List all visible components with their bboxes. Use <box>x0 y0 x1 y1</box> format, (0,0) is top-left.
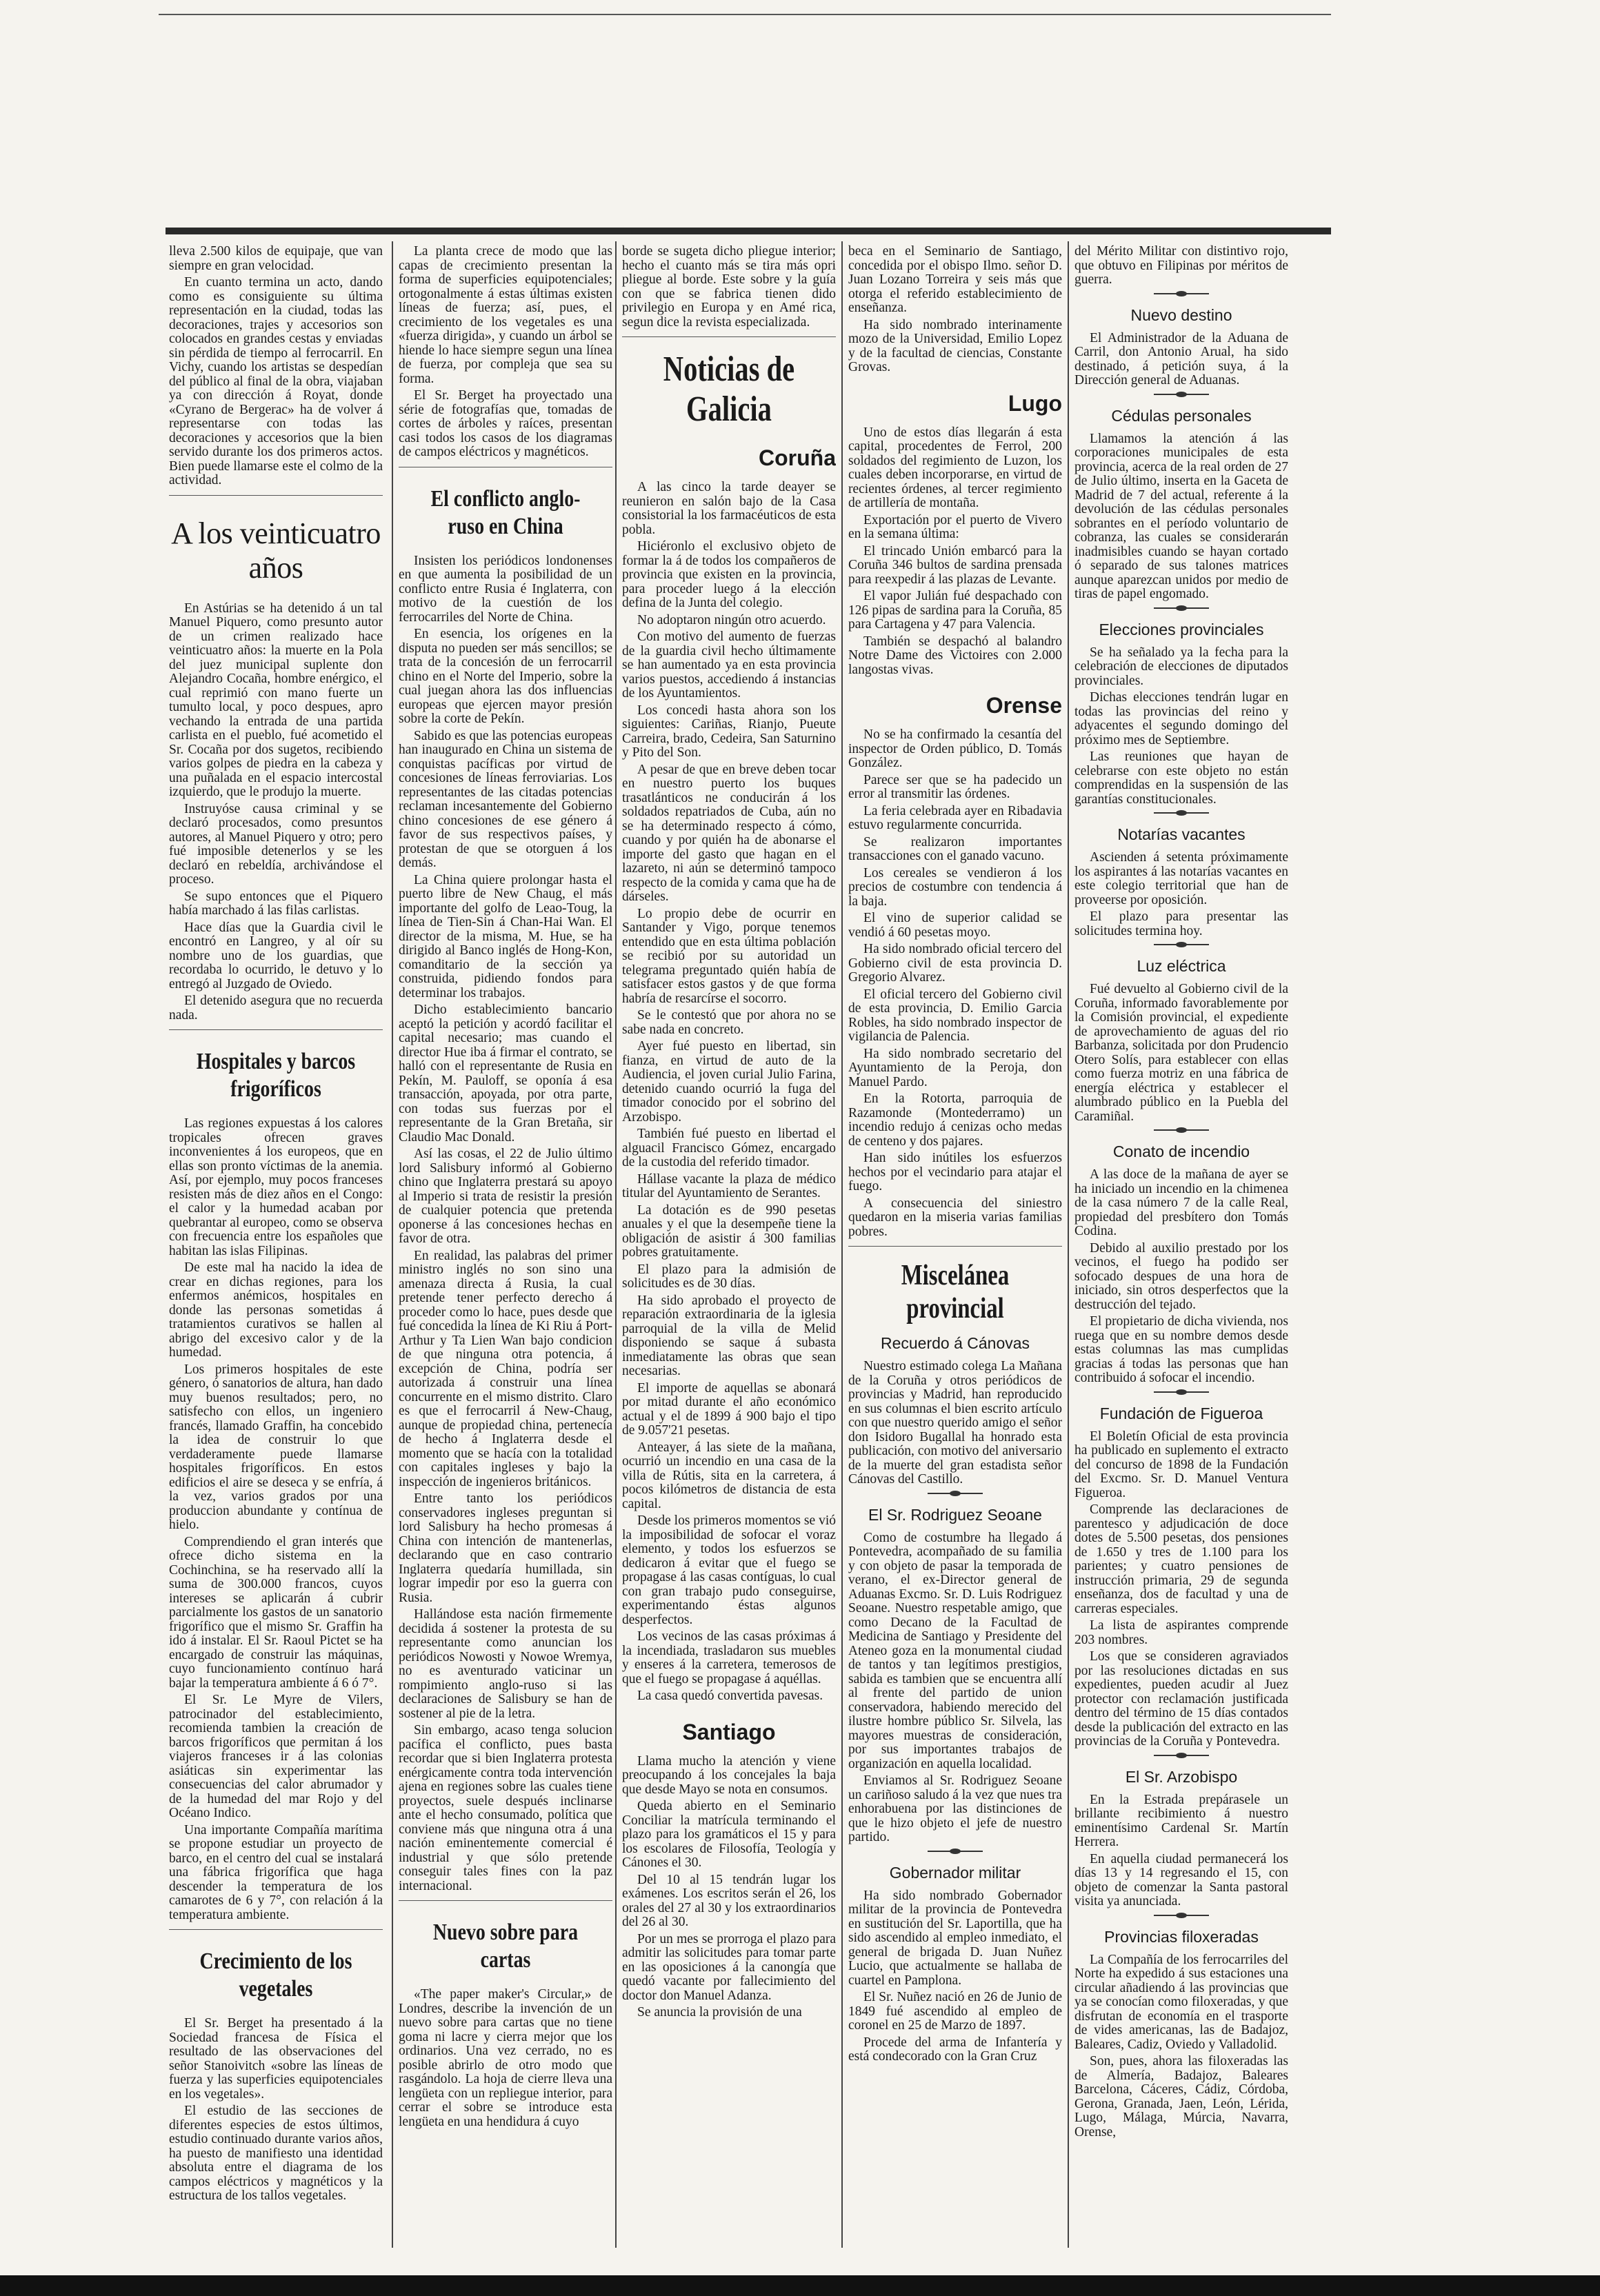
paragraph: La Compañía de los ferrocarriles del Norte ha expedido á sus estaciones una circular añadiendo á las provincias que ya se conocían como filoxeradas, y que disfrutan de economía en el trasporte de vides americanas, las de Badajoz, Baleares, Cadiz, Oviedo y Valladolid. <box>1074 1952 1288 2052</box>
paragraph: Uno de estos días llegarán á esta capital, procedentes de Ferrol, 200 soldados del regimiento de Luzon, los cuales deben incorporarse, en virtud de recientes órdenes, al tercer regimiento de artillería de montaña. <box>848 425 1062 510</box>
paragraph: También fué puesto en libertad el alguacil Francisco Gómez, encargado de la custodia del referido timador. <box>622 1127 836 1169</box>
paragraph: Hállase vacante la plaza de médico titular del Ayuntamiento de Serantes. <box>622 1171 836 1200</box>
paragraph: beca en el Seminario de Santiago, concedida por el obispo Ilmo. señor D. Juan Lozano Torreira y seis más que otorga el referido establecimiento de enseñanza. <box>848 245 1062 315</box>
paragraph: Comprendiendo el gran interés que ofrece dicho sistema en la Cochinchina, se ha reservado allí la suma de 300.000 francos, cuyos intereses se aplicarán á cubrir parcialmente los gastos de un sanatorio frigorífico que el mismo Sr. Graffin ha ido á instalar. El Sr. Raoul Pictet se ha encargado de construir las máquinas, cuyo funcionamiento contínuo hará bajar la temperatura ambiente á 6 ó 7°. <box>169 1534 383 1691</box>
paragraph: Han sido inútiles los esfuerzos hechos por el vecindario para atajar el fuego. <box>848 1151 1062 1194</box>
paragraph: El vino de superior calidad se vendió á 60 pesetas moyo. <box>848 911 1062 940</box>
subhead-luz-electrica: Luz eléctrica <box>1137 957 1226 975</box>
paragraph: Ha sido nombrado Gobernador militar de la provincia de Pontevedra en sustitución del Sr. Laportilla, que ha sido ascendido al empleo inmediato, el general de brigada D. Juan Nuñez Lucio, que actualmente se hallaba de cuartel en Pamplona. <box>848 1888 1062 1988</box>
paragraph: En la Estrada prepárasele un brillante recibimiento á nuestro eminentísimo Cardenal Sr. Martín Herrera. <box>1074 1792 1288 1849</box>
paragraph: No se ha confirmado la cesantía del inspector de Orden público, D. Tomás González. <box>848 727 1062 770</box>
paragraph: El propietario de dicha vivienda, nos ruega que en su nombre demos desde estas columnas las mas cumplidas gracias á todas las personas que han contribuido á sofocar el incendio. <box>1074 1314 1288 1385</box>
paragraph: El trincado Unión embarcó para la Coruña 346 bultos de sardina prensada para reexpedir á las plazas de Levante. <box>848 543 1062 587</box>
paragraph: La China quiere prolongar hasta el puerto libre de New Chaug, el más importante del golfo de Leao-Toug, la línea de Tien-Sin á Chan-Hai Wan. El director de la misma, M. Hue, se ha dirigido al Banco inglés de Hong-Kon, comanditario de la sección ya construida, pidiendo fondos para determinar los trabajos. <box>399 872 612 1000</box>
section-orense: Orense <box>986 693 1062 718</box>
separator-ornament <box>1074 1912 1288 1919</box>
headline-crecimiento: Crecimiento de los vegetales <box>199 1948 352 2002</box>
paragraph: El oficial tercero del Gobierno civil de esta provincia, D. Emilio Garcia Robles, ha sido nombrado inspector de vigilancia de Palencia. <box>848 987 1062 1044</box>
paragraph: El Sr. Nuñez nació en 26 de Junio de 1849 fué ascendido al empleo de coronel en 25 de Marzo de 1897. <box>848 1990 1062 2033</box>
paragraph: La feria celebrada ayer en Ribadavia estuvo regularmente concurrida. <box>848 803 1062 832</box>
paragraph: Dicho establecimiento bancario aceptó la petición y acordó facilitar el capital necesario; mas cuando el director Hue iba á firmar el contrato, se halló con el representante de Rusia en Pekín, M. Pauloff, se oponía á esa transacción, apoyada, por otra parte, con todas sus fuerzas por el representante de la Gran Bretaña, sir Claudio Mac Donald. <box>399 1003 612 1145</box>
paragraph: Llama mucho la atención y viene preocupando á los concejales la baja que desde Mayo se nota en consumos. <box>622 1753 836 1797</box>
paragraph: No adoptaron ningún otro acuerdo. <box>637 612 826 627</box>
paragraph: El Boletín Oficial de esta provincia ha publicado en suplemento el extracto del concurso de 1898 de la Fundación del Excmo. Sr. D. Manuel Ventura Figueroa. <box>1074 1429 1288 1500</box>
headline-veinticuatro-anos: A los veinticuatro años <box>171 516 381 585</box>
paragraph: De este mal ha nacido la idea de crear en dichas regiones, para los enfermos anémicos, hospitales en donde las personas sometidas á tratamientos curativos se hallen al abrigo del excesivo calor y de la humedad. <box>169 1260 383 1360</box>
paragraph: borde se sugeta dicho pliegue interior; hecho el cuanto más se tira más opri pliegue al borde. Este sobre y la guía con que se fabrica tienen dido privilegio en Europa y en Amé rica, segun dice la revista especializada. <box>622 245 836 330</box>
column-rule <box>1068 241 1069 2248</box>
paragraph: Lo propio debe de ocurrir en Santander y Vigo, porque tenemos entendido que en esta última población se recibió por su autoridad un telegrama preguntado quién había de satisfacer estos gastos y de que forma habría de resarcírse el socorro. <box>622 906 836 1006</box>
paragraph: Hace días que la Guardia civil le encontró en Langreo, y al oír su nombre uno de los guardias, que recordaba lo ocurrido, le detuvo y lo entregó al Juzgado de Oviedo. <box>169 920 383 991</box>
paragraph: El Sr. Berget ha proyectado una série de fotografías que, tomadas de cortes de árboles y raíces, presentan casi todos los casos de los diagramas de campos eléctricos y magnéticos. <box>399 388 612 459</box>
section-santiago: Santiago <box>682 1719 776 1744</box>
paragraph: A consecuencia del siniestro quedaron en la miseria varias familias pobres. <box>848 1196 1062 1239</box>
paragraph: Exportación por el puerto de Vivero en la semana última: <box>848 512 1062 541</box>
paragraph: Como de costumbre ha llegado á Pontevedra, acompañado de su familia y con objeto de pasar la temporada de verano, el ex-Director general de Aduanas Excmo. Sr. D. Luis Rodriguez Seoane. Nuestro respetable amigo, que como Decano de la Facultad de Medicina de Santiago y Presidente del Ateneo goza en la monumental ciudad de tantos y tan legítimos prestigios, sabida es tambien que se encuentra allí al frente del partido de union conservadora, habiendo merecido del ilustre hombre público Sr. Silvela, las mayores muestras de consideración, por sus importantes trabajos de organización en aquella localidad. <box>848 1530 1062 1771</box>
paragraph: Del 10 al 15 tendrán lugar los exámenes. Los escritos serán el 26, los orales del 27 al 30 y los extraordinarios del 26 al 30. <box>622 1872 836 1929</box>
paragraph: Ha sido aprobado el proyecto de reparación extraordinaria de la iglesia parroquial de la villa de Melid disponiendo se saque á subasta inmediatamente las obras que sean necesarias. <box>622 1293 836 1378</box>
separator-ornament <box>1074 1127 1288 1134</box>
paragraph: Los concedi hasta ahora son los siguientes: Cariñas, Rianjo, Pueute Carreira, brado, Cedeira, San Saturnino y Pito del Son. <box>622 703 836 760</box>
paragraph: Entre tanto los periódicos conservadores ingleses preguntan si lord Salisbury ha hecho promesas á China con intención de mantenerlas, declarando que en caso contrario Inglaterra quedaría humillada, sin lograr impedir por eso la guerra con Rusia. <box>399 1491 612 1605</box>
paragraph: Procede del arma de Infantería y está condecorado con la Gran Cruz <box>848 2035 1062 2064</box>
paragraph: En aquella ciudad permanecerá los días 13 y 14 regresando el 15, con objeto de comenzar la Santa pastoral visita ya anunciada. <box>1074 1851 1288 1909</box>
subhead-cedulas: Cédulas personales <box>1111 406 1252 425</box>
paragraph: Con motivo del aumento de fuerzas de la guardia civil hecho últimamente se han aumentado ya en esta provincia varios puestos, accediendo á instancias de los Ayuntamientos. <box>622 630 836 701</box>
paragraph: Se ha señalado ya la fecha para la celebración de elecciones de diputados provinciales. <box>1074 645 1288 688</box>
paragraph: Anteayer, á las siete de la mañana, ocurrió un incendio en una casa de la villa de Rútis, sita en la carretera, á pocos kilómetros de distancia de esta capital. <box>622 1440 836 1511</box>
divider <box>399 1900 612 1901</box>
paragraph: Enviamos al Sr. Rodriguez Seoane un cariñoso saludo á la vez que nues tra enhorabuena por las distinciones de que le hizo objeto el jefe de nuestro partido. <box>848 1773 1062 1844</box>
paragraph: «The paper maker's Circular,» de Londres, describe la invención de un nuevo sobre para cartas que no tiene goma ni lacre y cierra mejor que los ordinarios. Una vez cerrado, no es posible abrirlo de otro modo que rasgándolo. La hoja de cierre lleva una lengüeta con un repliegue interior, para cerrar el sobre se introduce esta lengüeta en una hendidura á cuyo <box>399 1987 612 2129</box>
separator-ornament <box>1074 391 1288 398</box>
paragraph: Sin embargo, acaso tenga solucion pacífica el conflicto, pues basta recordar que si bien Inglaterra protesta enérgicamente contra toda intervención ajena en regiones sobre las cuales tiene proyectos, suele después inclinarse ante el hecho consumado, política que conviene más que ninguna otra á una nación eminentemente comercial é industrial y que sólo pretende conseguir tales fines con la paz internacional. <box>399 1723 612 1893</box>
paragraph: En cuanto termina un acto, dando como es consiguiente su última representación en la ciudad, todas las decoraciones, trajes y accesorios son colocados en grandes cestas y enviadas sin pérdida de tiempo al ferrocarril. En Vichy, cuando los artistas se despedían del público al final de la obra, viajaban ya con dirección á Royat, donde «Cyrano de Bergerac» ha de volver á representarse con todas las decoraciones y accesorios que la bien servido durante los dos primeros actos. Bien puede llamarse este el colmo de la actividad. <box>169 275 383 487</box>
paragraph: Los que se consideren agraviados por las resoluciones dictadas en sus expedientes, pueden acudir al Juez protector con reclamación justificada dentro del término de 15 días contados desde la publicación del extracto en las provincias de la Coruña y Pontevedra. <box>1074 1649 1288 1749</box>
section-coruna: Coruña <box>759 445 836 470</box>
subhead-gobernador-militar: Gobernador militar <box>889 1863 1021 1882</box>
paragraph: Llamamos la atención á las corporaciones municipales de esta provincia, acerca de la real orden de 27 de Julio último, inserta en la Gaceta de Madrid de 7 del actual, referente á la devolución de las cédulas personales sobrantes en el período voluntario de cobranza, las cuales se considerarán inadmisibles cuando se hayan cortado ó separado de sus talones matrices aunque aparezcan unidos por medio de tiras de papel engomado. <box>1074 431 1288 601</box>
paragraph: Una importante Compañía marítima se propone estudiar un proyecto de barco, en el centro del cual se instalará una fábrica frigorífica que haga descender la temperatura de los camarotes de 6 y 7°, con relación á la temperatura ambiente. <box>169 1822 383 1922</box>
section-masthead-galicia: Noticias de Galicia <box>663 350 795 429</box>
paragraph: En la Rotorta, parroquia de Razamonde (Montederramo) un incendio redujo á cenizas ocho medas de centeno y dos pajares. <box>848 1091 1062 1149</box>
subhead-filoxeradas: Provincias filoxeradas <box>1104 1927 1259 1946</box>
separator-ornament <box>848 1490 1062 1497</box>
separator-ornament <box>1074 605 1288 612</box>
column-5 <box>1074 245 1288 2142</box>
bottom-black-band <box>0 2275 1600 2296</box>
top-rule-thick <box>166 228 1331 234</box>
subhead-elecciones: Elecciones provinciales <box>1099 620 1264 638</box>
column-2 <box>399 245 612 2132</box>
headline-sobre-cartas: Nuevo sobre para cartas <box>432 1920 579 1973</box>
paragraph: Los vecinos de las casas próximas á la incendiada, trasladaron sus muebles y enseres á la carretera, temerosos de que el fuego se propagase á aquéllas. <box>622 1629 836 1686</box>
column-1 <box>169 245 383 2206</box>
paragraph: Ha sido nombrado interinamente mozo de la Universidad, Emilio Lopez y de la facultad de ciencias, Constante Grovas. <box>848 317 1062 374</box>
column-3 <box>622 245 836 2023</box>
paragraph: Dichas elecciones tendrán lugar en todas las provincias del reino y adyacentes el segundo domingo del próximo mes de Septiembre. <box>1074 690 1288 747</box>
headline-conflicto: El conflicto anglo-ruso en China <box>430 485 581 539</box>
column-rule <box>841 241 843 2248</box>
paragraph: Fué devuelto al Gobierno civil de la Coruña, informado favorablemente por la Comisión provincial, el expediente de aprovechamiento de aguas del rio Barbanza, solicitada por don Prudencio Otero Solís, para establecer con ellas como fuerza motriz en una fábrica de energía eléctrica y establecer el alumbrado público en la Puebla del Caramiñal. <box>1074 982 1288 1124</box>
paragraph: Parece ser que se ha padecido un error al transmitir las órdenes. <box>848 772 1062 801</box>
paragraph: Instruyóse causa criminal y se declaró procesados, como presuntos autores, al Manuel Piquero y otro; pero fué imposible detenerlos y se les declaró en rebeldía, archivándose el proceso. <box>169 801 383 887</box>
subhead-fundacion-figueroa: Fundación de Figueroa <box>1099 1404 1263 1422</box>
headline-hospitales: Hospitales y barcos frigoríficos <box>196 1049 356 1102</box>
paragraph: El plazo para la admisión de solicitudes es de 30 días. <box>622 1262 836 1291</box>
column-rule <box>392 241 393 2248</box>
subhead-rodriguez-seoane: El Sr. Rodriguez Seoane <box>868 1505 1042 1524</box>
paragraph: Queda abierto en el Seminario Conciliar la matrícula terminando el plazo para los gramáticos el 15 y para los escolares de Filosofía, Teología y Cánones el 30. <box>622 1799 836 1870</box>
paragraph: Hallándose esta nación firmemente decidida á sostener la protesta de su representante como anuncian los periódicos Nowosti y Nowoe Wremya, no es aventurado vaticinar un rompimiento anglo-ruso si las declaraciones de Salisbury se han de sostener al pie de la letra. <box>399 1607 612 1721</box>
divider <box>169 1929 383 1930</box>
paragraph: lleva 2.500 kilos de equipaje, que van siempre en gran velocidad. <box>169 245 383 273</box>
paragraph: La planta crece de modo que las capas de crecimiento presentan la forma de superficies equipotenciales; ortogonalmente á estas últimas existen líneas de fuerza; así, pues, el crecimiento de los vegetales es una «fuerza dirigida», y cuando un árbol se hiende lo hace siempre segun una línea de fuerza, por compleja que sea su forma. <box>399 245 612 386</box>
paragraph: Se le contestó que por ahora no se sabe nada en concreto. <box>622 1008 836 1037</box>
paragraph: En esencia, los orígenes en la disputa no pueden ser más sencillos; se trata de la concesión de un ferrocarril chino en el Norte del Imperio, sobre la cual juegan ahora las dos influencias europeas que ejercen mayor presión sobre la corte de Pekín. <box>399 627 612 726</box>
paragraph: Las regiones expuestas á los calores tropicales ofrecen graves inconvenientes á los europeos, que en ellas son pronto víctimas de la anemia. Así, por ejemplo, muy pocos franceses resisten más de diez años en el Congo: el calor y la humedad acaban por quebrantar al europeo, como se observa con frecuencia entre los españoles que habitan las islas Filipinas. <box>169 1116 383 1258</box>
paragraph: Por un mes se prorroga el plazo para admitir las solicitudes para tomar parte en las oposiciones á la canongía que quedó vacante por fallecimiento del doctor don Manuel Adanza. <box>622 1931 836 2003</box>
paragraph: El Sr. Berget ha presentado á la Sociedad francesa de Física el resultado de las observaciones del señor Stanoivitch «sobre las líneas de fuerza y las superficies equipotenciales en los vegetales». <box>169 2016 383 2102</box>
paragraph: El detenido asegura que no recuerda nada. <box>169 994 383 1023</box>
separator-ornament <box>1074 1752 1288 1759</box>
paragraph: El importe de aquellas se abonará por mitad durante el año económico actual y el de 1899 á 900 bajo el tipo de 9.057'21 pesetas. <box>622 1380 836 1438</box>
paragraph: La dotación es de 990 pesetas anuales y el que la desempeñe tiene la obligación de asistir á 300 familias pobres gratuitamente. <box>622 1202 836 1260</box>
column-rule <box>615 241 617 2248</box>
paragraph: También se despachó al balandro Notre Dame des Victoires con 2.000 langostas vivas. <box>848 634 1062 677</box>
paragraph: Los primeros hospitales de este género, ó sanatorios de altura, han dado muy buenos resultados; pero, no satisfecho con ellos, un ingeniero francés, llamado Graffin, ha concebido la idea de construir lo que verdaderamente puede llamarse hospitales frigoríficos. En estos edificios el aire se deseca y se enfría, á la vez, varios grados por una produccion abundante y contínua de hielo. <box>169 1362 383 1532</box>
column-4 <box>848 245 1062 2067</box>
paragraph: El vapor Julián fué despachado con 126 pipas de sardina para la Coruña, 85 para Cartagena y 47 para Valencia. <box>848 589 1062 632</box>
paragraph: El Sr. Le Myre de Vilers, patrocinador del establecimiento, recomienda tambien la creación de barcos frigoríficos que permitan á los viajeros franceses ir á las colonias asiáticas sin experimentar las consecuencias del calor abrumador y de la humedad del mar Rojo y del Océano Indico. <box>169 1693 383 1820</box>
paragraph: Hiciéronlo el exclusivo objeto de formar la á de todos los compañeros de provincia que existen en la provincia, para proceder luego á la elección defina de la Junta del colegio. <box>622 539 836 610</box>
paragraph: Son, pues, ahora las filoxeradas las de Almería, Badajoz, Baleares Barcelona, Cáceres, Cádiz, Córdoba, Gerona, Granada, Jaen, León, Lérida, Lugo, Málaga, Múrcia, Navarra, Orense, <box>1074 2054 1288 2139</box>
separator-ornament <box>1074 809 1288 816</box>
section-lugo: Lugo <box>1008 390 1062 416</box>
separator-ornament <box>1074 1389 1288 1396</box>
paragraph: Comprende las declaraciones de parentesco y adjudicación de doce dotes de 5.500 pesetas, dos pensiones de 1.650 y tres de 1.100 para los parientes; y cuatro pensiones de instrucción primaria, 29 de segunda enseñanza, dos de facultad y una de carreras especiales. <box>1074 1502 1288 1616</box>
paragraph: A las cinco la tarde deayer se reunieron en salón bajo de la Casa consistorial la los farmacéuticos de esta pobla. <box>622 480 836 537</box>
paragraph: A pesar de que en breve deben tocar en nuestro puerto los buques trasatlánticos ne conducirán á los soldados repatriados de Cuba, aún no se ha determinado respecto á cómo, cuando y por quién ha de abonarse el importe del gasto que hagan en el lazareto, ni aún se determinó tampoco respecto de la comida y cama que ha de dárseles. <box>622 762 836 904</box>
divider <box>848 1246 1062 1247</box>
paragraph: Insisten los periódicos londonenses en que aumenta la posibilidad de un conflicto entre Rusia é Inglaterra, con motivo de la cuestión de los ferrocarriles del Norte de China. <box>399 553 612 625</box>
paragraph: Debido al auxilio prestado por los vecinos, el fuego ha podido ser sofocado despues de una hora de iniciado, sin otros desperfectos que la destrucción del tejado. <box>1074 1240 1288 1312</box>
paragraph: En realidad, las palabras del primer ministro inglés no son sino una amenaza directa á Rusia, la cual pretende tener perfecto derecho á proceder como lo hace, pues desde que fué concedida la línea de Ki Riu á Port-Arthur y Ta Lien Wan bajo condicion de que ninguna otra potencia, á excepción de China, podría ser autorizada á construir una línea concurrente en el mismo distrito. Claro es que el ferrocarril á New-Chaug, aunque de propiedad china, pertenecía de hecho á Inglaterra desde el momento que se hacía con la totalidad con capitales ingleses y bajo la inspección de ingenieros británicos. <box>399 1248 612 1489</box>
top-rule-thin <box>159 14 1331 15</box>
paragraph: Desde los primeros momentos se vió la imposibilidad de sofocar el voraz elemento, y todos los esfuerzos se dedicaron á evitar que el fuego se propagase á las casas contíguas, lo cual con gran trabajo pudo conseguirse, experimentando éstas algunos desperfectos. <box>622 1513 836 1627</box>
separator-ornament <box>1074 941 1288 948</box>
subhead-notarias: Notarías vacantes <box>1117 825 1246 843</box>
paragraph: Así las cosas, el 22 de Julio último lord Salisbury informó al Gobierno chino que Inglaterra prestará su apoyo al Imperio si trata de resistir la presión de cualquier potencia que pretenda oponerse á las concesiones hechas en favor de otra. <box>399 1147 612 1246</box>
paragraph: del Mérito Militar con distintivo rojo, que obtuvo en Filipinas por méritos de guerra. <box>1074 245 1288 287</box>
divider <box>622 336 836 337</box>
separator-ornament <box>1074 290 1288 297</box>
paragraph: El plazo para presentar las solicitudes termina hoy. <box>1074 909 1288 938</box>
paragraph: La casa quedó convertida pavesas. <box>637 1689 823 1703</box>
paragraph: El Administrador de la Aduana de Carril, don Antonio Arual, ha sido destinado, á petición suya, á la Dirección general de Aduanas. <box>1074 330 1288 387</box>
headline-miscelanea: Miscelánea provincial <box>901 1260 1010 1325</box>
paragraph: El estudio de las secciones de diferentes especies de estos últimos, estudio continuado durante varios años, ha puesto de manifiesto una identidad absoluta entre el diagrama de los campos eléctricos y magnéticos y la estructura de los tallos vegetales. <box>169 2104 383 2203</box>
paragraph: Se anuncia la provisión de una <box>637 2005 802 2020</box>
subhead-nuevo-destino: Nuevo destino <box>1130 305 1232 324</box>
paragraph: En Astúrias se ha detenido á un tal Manuel Piquero, como presunto autor de un crimen realizado hace veinticuatro años: la muerte en la Pola del juez municipal suplente don Alejandro Cocaña, hombre enérgico, el cual reprimió con mano fuerte un tumulto local, y poco despues, apro vechando la entrada de una partida carlista en el pueblo, fué acometido el Sr. Cocaña por dos sugetos, recibiendo varios golpes de piedra en la cabeza y una puñalada en el espacio intercostal izquierdo, que le produjo la muerte. <box>169 601 383 799</box>
paragraph: Sabido es que las potencias europeas han inaugurado en China un sistema de conquistas pacíficas por virtud de concesiones de líneas ferroviarias. Los representantes de las citadas potencias reclaman incesantemente del Gobierno chino concesiones de ese género á favor de sus respectivos países, y protestan de que se otorguen á los demás. <box>399 728 612 870</box>
paragraph: Los cereales se vendieron á los precios de costumbre con tendencia á la baja. <box>848 865 1062 909</box>
paragraph: Nuestro estimado colega La Mañana de la Coruña y otros periódicos de provincias y Madrid, han reproducido en sus columnas el bien escrito artículo con que nuestro querido amigo el señor don Isidoro Bugallal ha honrado esta publicación, con motivo del aniversario de la muerte del gran estadista señor Cánovas del Castillo. <box>848 1359 1062 1487</box>
paragraph: La lista de aspirantes comprende 203 nombres. <box>1074 1618 1288 1647</box>
paragraph: Ayer fué puesto en libertad, sin fianza, en virtud de auto de la Audiencia, el joven curial Julio Farina, detenido cuando ocurrió la fuga del timador conocido por el sobrino del Arzobispo. <box>622 1039 836 1125</box>
paragraph: Ascienden á setenta próximamente los aspirantes á las notarías vacantes en este colegio territorial que han de proveerse por oposición. <box>1074 850 1288 907</box>
paragraph: Ha sido nombrado secretario del Ayuntamiento de la Peroja, don Manuel Pardo. <box>848 1046 1062 1089</box>
paragraph: Las reuniones que hayan de celebrarse con este objeto no están comprendidas en la suspensión de las garantías constitucionales. <box>1074 749 1288 807</box>
divider <box>169 1029 383 1030</box>
paragraph: Se supo entonces que el Piquero había marchado á las filas carlistas. <box>169 889 383 918</box>
paragraph: Se realizaron importantes transacciones con el ganado vacuno. <box>848 834 1062 863</box>
divider <box>169 495 383 496</box>
subhead-recuerdo-canovas: Recuerdo á Cánovas <box>880 1334 1030 1352</box>
subhead-conato-incendio: Conato de incendio <box>1112 1142 1250 1160</box>
subhead-arzobispo: El Sr. Arzobispo <box>1125 1767 1238 1786</box>
paragraph: A las doce de la mañana de ayer se ha iniciado un incendio en la chimenea de la casa número 7 de la calle Real, propiedad del presbítero don Tomás Codina. <box>1074 1167 1288 1238</box>
paragraph: Ha sido nombrado oficial tercero del Gobierno civil de esta provincia D. Gregorio Alvarez. <box>848 942 1062 985</box>
separator-ornament <box>848 1848 1062 1855</box>
